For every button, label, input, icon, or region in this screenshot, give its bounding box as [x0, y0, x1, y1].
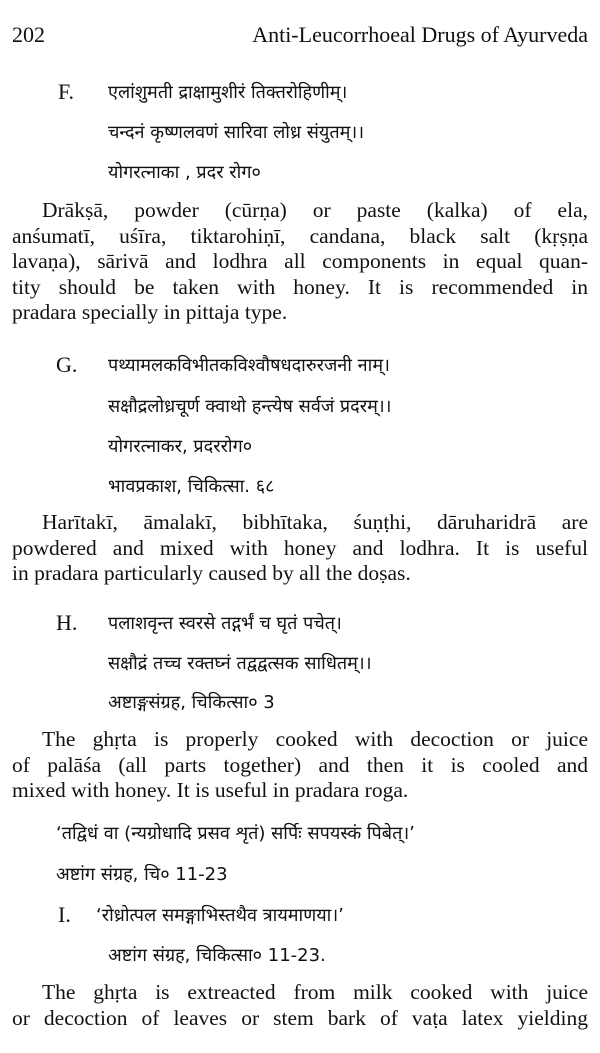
commentary-line: powdered and mixed with honey and lodhra. It is useful — [12, 535, 588, 560]
section-label-i: I. — [58, 902, 71, 927]
commentary-paragraph — [12, 198, 588, 326]
commentary-paragraph — [12, 980, 588, 1031]
verse-reference: अष्टांग संग्रह, चिकित्सा० 11-23. — [108, 945, 326, 966]
commentary-paragraph — [12, 510, 588, 587]
verse-reference: भावप्रकाश, चिकित्सा. ६८ — [108, 476, 275, 497]
section-label-h: H. — [56, 610, 78, 635]
commentary-line: of palāśa (all parts together) and then it is cooled and — [12, 752, 588, 777]
section-label-f: F. — [58, 79, 74, 104]
page-number: 202 — [12, 22, 45, 47]
commentary-line: tity should be taken with honey. It is recommended in — [12, 274, 588, 299]
verse-line: सक्षौद्रलोध्रचूर्ण क्वाथो हन्त्येष सर्वजं प्रदरम्।। — [108, 396, 392, 417]
commentary-line: The ghṛta is extreacted from milk cooked with juice — [42, 980, 588, 1004]
verse-reference: अष्टांग संग्रह, चि० 11-23 — [56, 864, 228, 885]
verse-line: पलाशवृन्त स्वरसे तद्गर्भं च घृतं पचेत्। — [108, 613, 342, 634]
verse-reference: योगरत्नाका , प्रदर रोग० — [108, 162, 261, 183]
verse-line: सक्षौद्रं तच्च रक्तघ्नं तद्वद्वत्सक साधितम्।। — [108, 653, 372, 674]
commentary-line: anśumatī, uśīra, tiktarohiṇī, candana, black salt (kṛṣṇa — [12, 223, 588, 248]
commentary-line: Drākṣā, powder (cūrṇa) or paste (kalka) of ela, — [42, 198, 588, 222]
commentary-line: pradara specially in pittaja type. — [12, 300, 288, 324]
commentary-paragraph — [12, 727, 588, 804]
page-header — [12, 22, 588, 52]
verse-line: चन्दनं कृष्णलवणं सारिवा लोध्र संयुतम्।। — [108, 122, 365, 143]
section-label-g: G. — [56, 352, 78, 377]
verse-line: एलांशुमती द्राक्षामुशीरं तिक्तरोहिणीम्। — [108, 82, 348, 103]
commentary-line: lavaṇa), sārivā and lodhra all components in equal quan- — [12, 249, 588, 273]
verse-line: पथ्यामलकविभीतकविश्वौषधदारुरजनी नाम्। — [108, 355, 390, 376]
running-title: Anti-Leucorrhoeal Drugs of Ayurveda — [252, 22, 588, 47]
commentary-line: or decoction of leaves or stem bark of vaṭa latex yielding — [12, 1005, 588, 1030]
quoted-verse: ‘तद्विधं वा (न्यग्रोधादि प्रसव शृतं) सर्पिः सपयस्कं पिबेत्।’ — [56, 823, 415, 844]
commentary-line: The ghṛta is properly cooked with decoction or juice — [42, 727, 588, 751]
commentary-line: in pradara particularly caused by all the doṣas. — [12, 561, 411, 585]
verse-reference: योगरत्नाकर, प्रदररोग० — [108, 436, 253, 457]
verse-reference: अष्टाङ्गसंग्रह, चिकित्सा० 3 — [108, 692, 275, 713]
commentary-line: Harītakī, āmalakī, bibhītaka, śuṇṭhi, dāruharidrā are — [42, 510, 588, 534]
quoted-verse: ‘रोध्रोत्पल समङ्गाभिस्तथैव त्रायमाणया।’ — [96, 905, 344, 926]
commentary-line: mixed with honey. It is useful in pradara roga. — [12, 778, 409, 802]
